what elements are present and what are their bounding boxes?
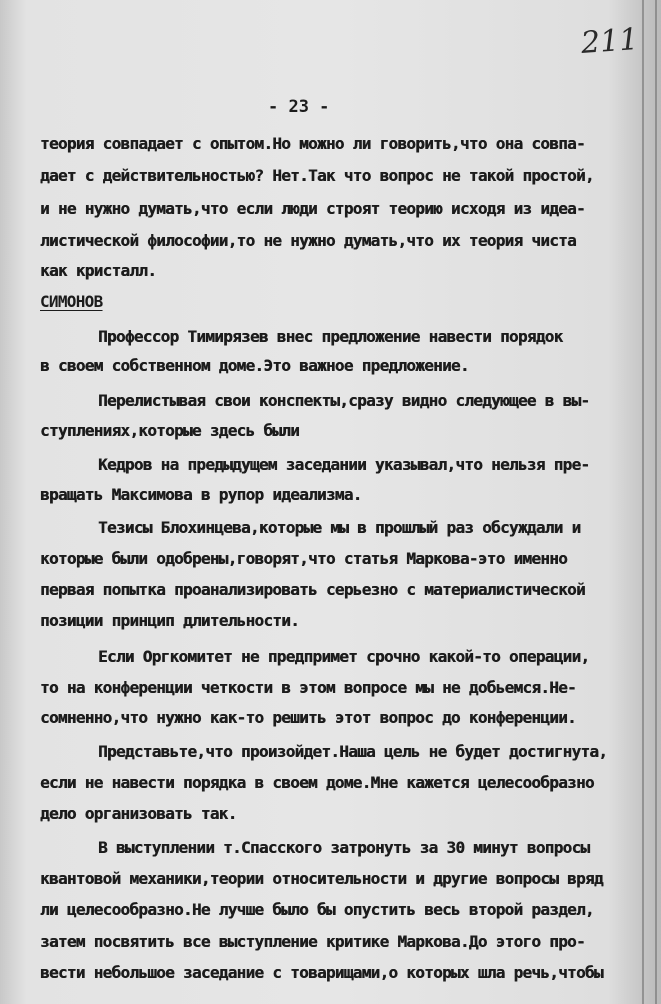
text-line: ступлениях,которые здесь были — [40, 421, 300, 440]
text-line: Перелистывая свои конспекты,сразу видно следующее в вы- — [98, 391, 590, 410]
text-line: Профессор Тимирязев внес предложение навести порядок — [98, 327, 563, 346]
text-line: В выступлении т.Спасского затронуть за 30 минут вопросы — [98, 838, 590, 857]
text-line: квантовой механики,теории относительности и другие вопросы вряд — [40, 869, 603, 888]
text-line: первая попытка проанализировать серьезно с материалистической — [40, 580, 585, 599]
text-line: сомненно,что нужно как-то решить этот вопрос до конференции. — [40, 708, 576, 727]
text-line: вести небольшое заседание с товарищами,о которых шла речь,чтобы — [40, 963, 603, 982]
text-line: которые были одобрены,говорят,что статья Маркова-это именно — [40, 549, 568, 568]
text-line: позиции принцип длительности. — [40, 611, 300, 630]
text-line: если не навести порядка в своем доме.Мне кажется целесообразно — [40, 773, 594, 792]
text-line: Тезисы Блохинцева,которые мы в прошлый раз обсуждали и — [98, 518, 581, 537]
text-line: то на конференции четкости в этом вопросе мы не добьемся.Не- — [40, 678, 576, 697]
text-line: дает с действительностью? Нет.Так что вопрос не такой простой, — [40, 166, 594, 185]
text-line: затем посвятить все выступление критике Маркова.До этого про- — [40, 932, 585, 951]
text-line: ли целесообразно.Не лучше было бы опустить весь второй раздел, — [40, 900, 594, 919]
text-line: листической философии,то не нужно думать,что их теория чиста — [40, 231, 576, 250]
speaker-name: СИМОНОВ — [40, 292, 103, 311]
text-line: теория совпадает с опытом.Но можно ли говорить,что она совпа- — [40, 134, 585, 153]
text-line: как кристалл. — [40, 261, 157, 280]
text-line: и не нужно думать,что если люди строят теорию исходя из идеа- — [40, 199, 585, 218]
page-edge-line — [655, 0, 657, 1004]
text-line: дело организовать так. — [40, 804, 237, 823]
page-number: - 23 - — [268, 97, 330, 117]
text-line: в своем собственном доме.Это важное предложение. — [40, 356, 469, 375]
folio-number: 211 — [579, 22, 640, 61]
text-line: вращать Максимова в рупор идеализма. — [40, 485, 362, 504]
text-line: Представьте,что произойдет.Наша цель не будет достигнута, — [98, 742, 608, 761]
page-edge-line — [642, 0, 644, 1004]
text-line: Кедров на предыдущем заседании указывал,что нельзя пре- — [98, 455, 590, 474]
text-line: Если Оргкомитет не предпримет срочно какой-то операции, — [98, 647, 590, 666]
